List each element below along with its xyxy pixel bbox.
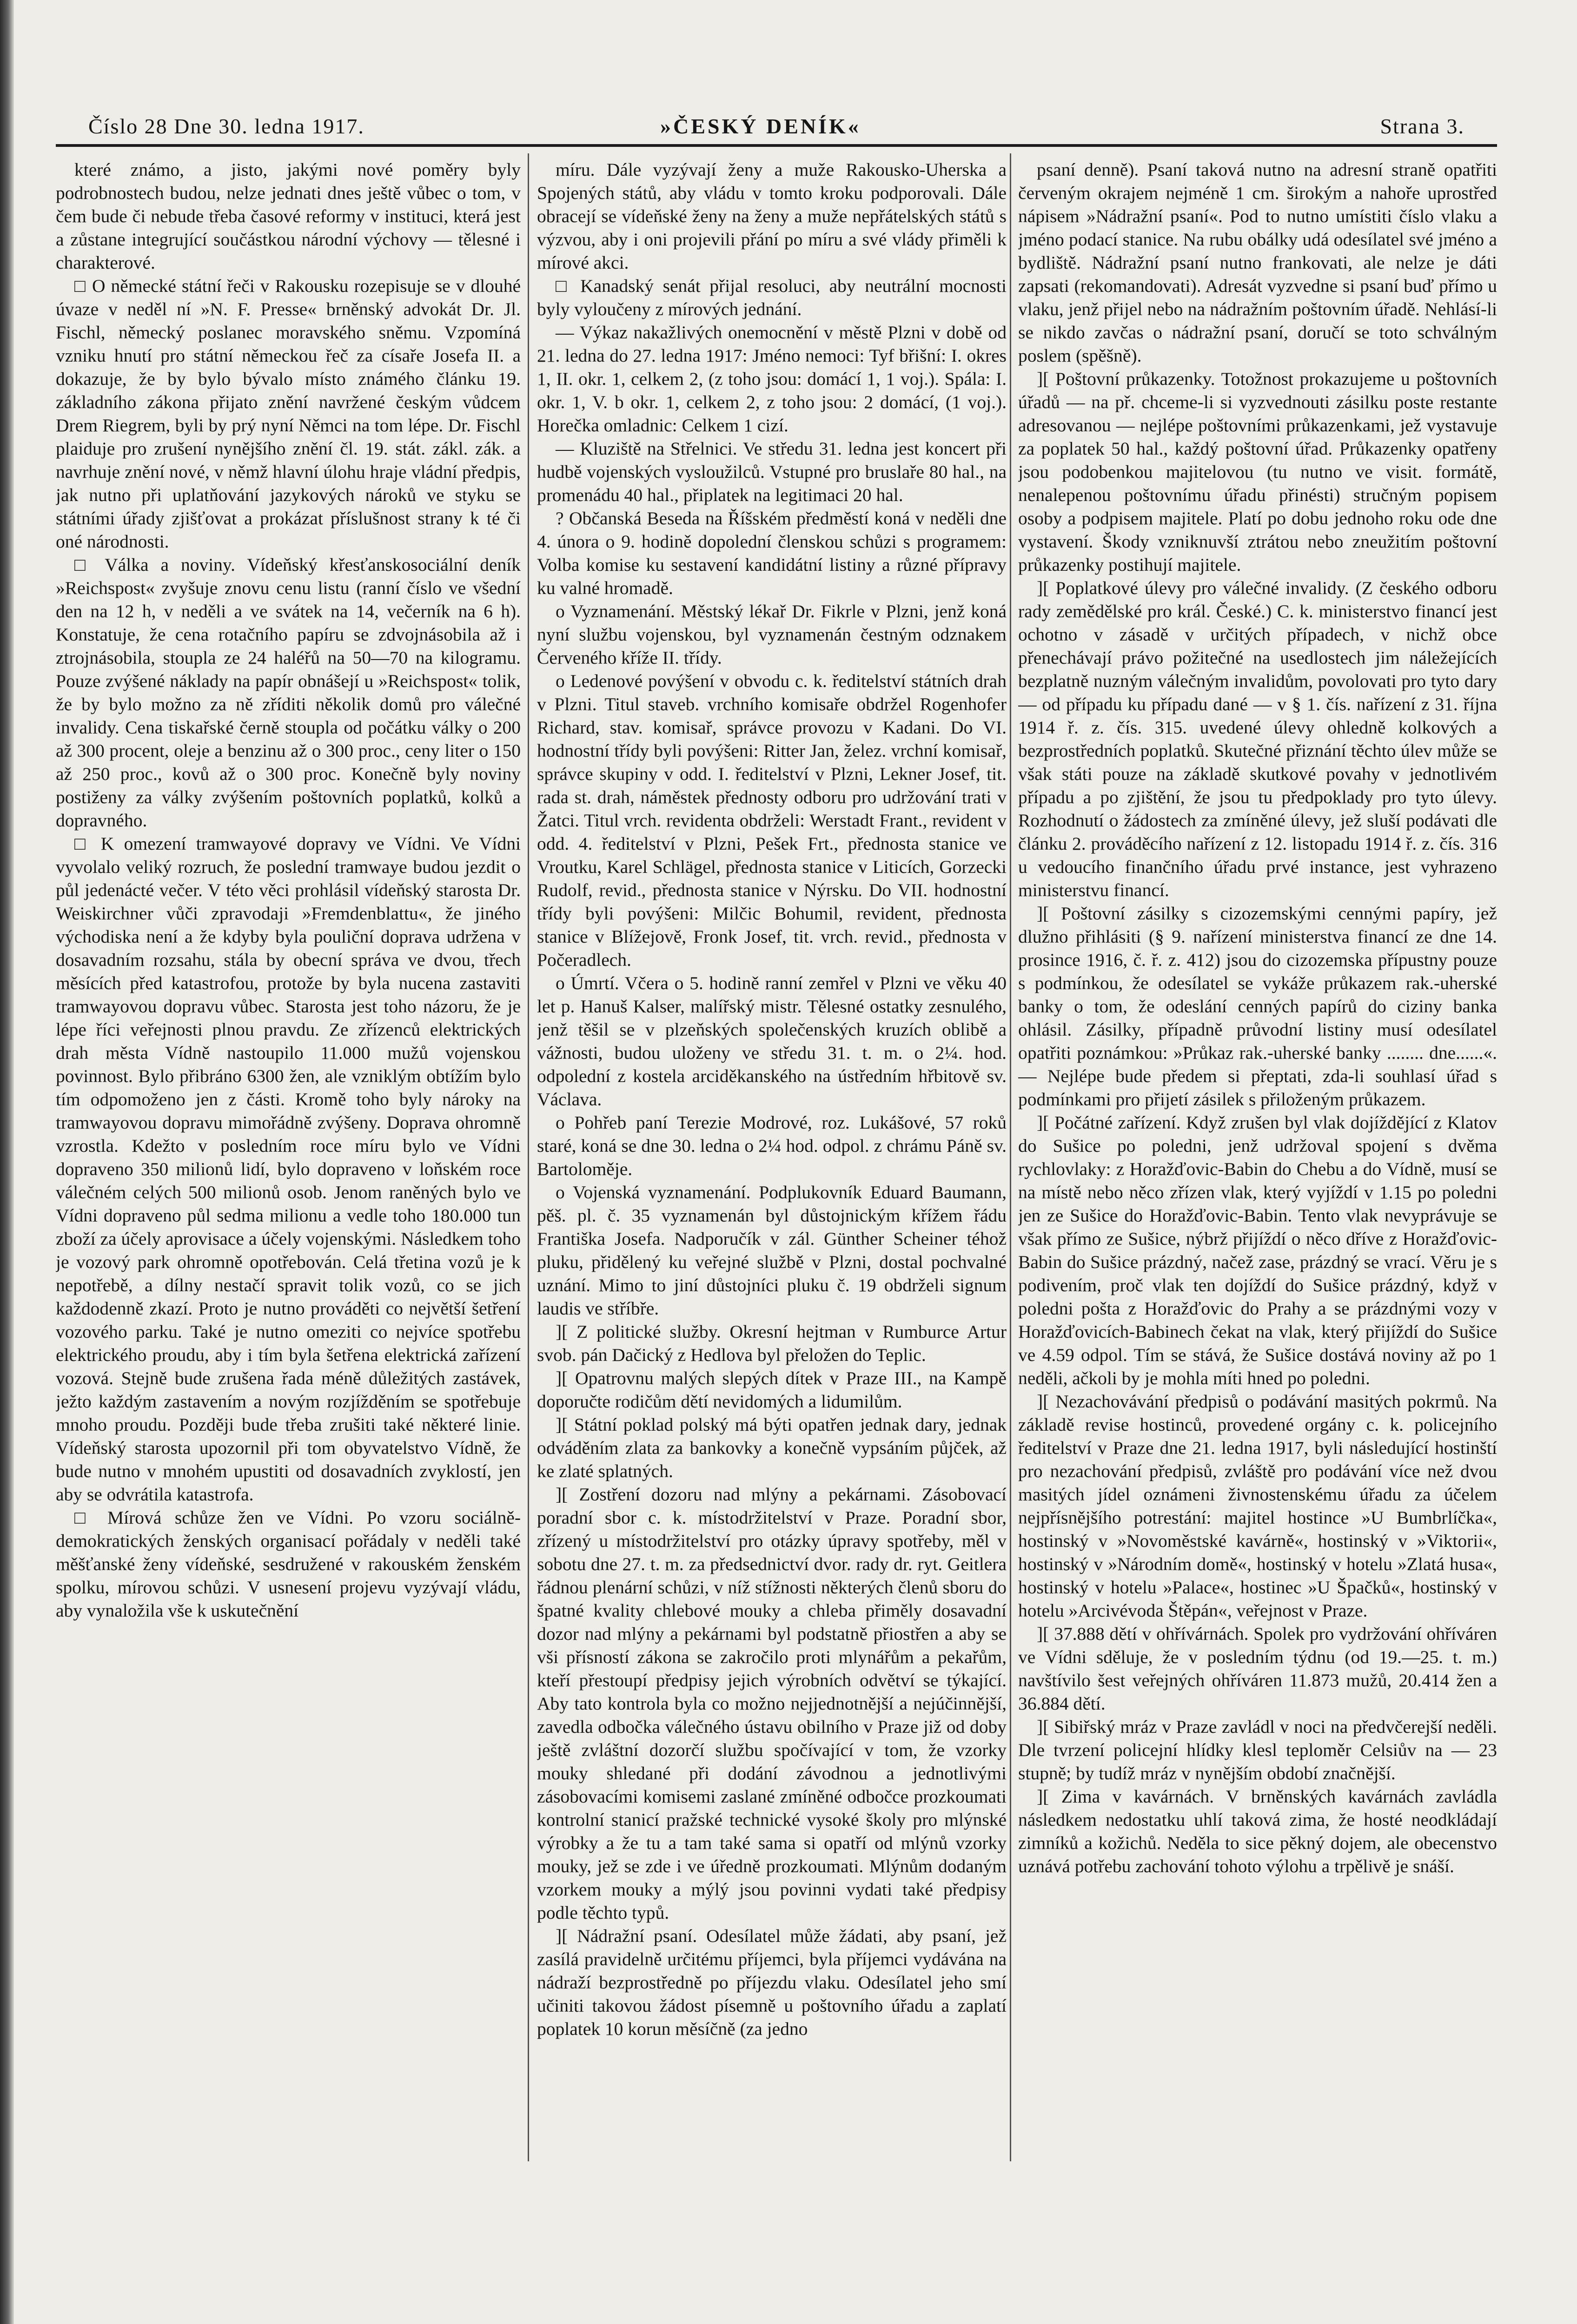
column-divider [1010, 153, 1011, 2161]
binding-edge [0, 0, 14, 2324]
article-paragraph: o Ledenové povýšení v obvodu c. k. ředitelství státních drah v Plzni. Titul staveb. vrchního komisaře obdržel Rogenhofer Richard, stav. komisař, správce provozu v Kadani. Do VI. hodnostní třídy byli povýšeni: Ritter Jan, želez. vrchní komisař, správce skupiny v odd. I. ředitelství v Plzni, Lekner Josef, tit. rada st. drah, náměstek přednosty odboru pro udržování trati v Žatci. Titul vrch. revidenta obdrželi: Werstadt Frant., revident v odd. 4. ředitelství v Plzni, Pešek Frt., přednosta stanice ve Vroutku, Karel Schlägel, přednosta stanice v Liticích, Gorzecki Rudolf, revid., přednosta stanice v Nýrsku. Do VII. hodnostní třídy byli povýšeni: Milčic Bohumil, revident, přednosta stanice v Blížejově, Fronk Josef, tit. vrch. revid., přednosta v Počeradlech. [537, 671, 1007, 970]
article-paragraph: □ Mírová schůze žen ve Vídni. Po vzoru sociálně-demokratických ženských organisací pořádaly v neděli také měšťanské ženy vídeňské, sesdružené v rakouském ženském spolku, mírovou schůzi. V usnesení projevu vyzývají vládu, aby vynaložila vše k uskutečnění [56, 1507, 521, 1621]
article-paragraph: ][ Poštovní zásilky s cizozemskými cennými papíry, jež dlužno přihlásiti (§ 9. nařízení ministerstva financí ze dne 14. prosince 1916, č. ř. z. 412) jsou do cizozemska přípustny pouze s podmínkou, že odesílatel se vykáže průkazem rak.-uherské banky o tom, že odeslání cenných papírů do ciziny banka ohlásil. Zásilky, případně průvodní listiny musí odesílatel opatřiti poznámkou: »Průkaz rak.-uherské banky ........ dne......«. — Nejlépe bude předem si přeptati, zda-li souhlasí úřad s podmínkami pro přijetí zásilek s přiloženým průkazem. [1018, 903, 1497, 1109]
article-paragraph: □ K omezení tramwayové dopravy ve Vídni. Ve Vídni vyvolalo veliký rozruch, že poslední tramwaye budou jezdit o půl jedenácté večer. V této věci prohlásil vídeňský starosta Dr. Weiskirchner vůči zpravodaji »Fremdenblattu«, že jiného východiska není a že kdyby byla pouliční doprava udržena v dosavadním rozsahu, stála by obecní správa ve dvou, třech měsících před katastrofou, protože by byla nucena zastaviti tramwayovou dopravu vůbec. Starosta jest toho názoru, že je lépe říci veřejnosti plnou pravdu. Ze zřízenců elektrických drah města Vídně nastoupilo 11.000 mužů vojenskou povinnost. Bylo přibráno 6300 žen, ale vzniklým obtížím bylo tím odpomoženo jen z části. Kromě toho byly nároky na tramwayovou dopravu mimořádně zvýšeny. Doprava ohromně vzrostla. Kdežto v posledním roce míru bylo ve Vídni dopraveno 350 milionů lidí, bylo dopraveno v loňském roce válečném celých 500 milionů osob. Jenom raněných bylo ve Vídni dopraveno půl sedma milionu a vedle toho 180.000 tun zboží za účely aprovisace a účely vojenskými. Následkem toho je vozový park ohromně opotřebován. Celá třetina vozů je k nepotřebě, a dílny nestačí spravit tolik vozů, co se jich každodenně zkazí. Proto je nutno prováděti co největší šetření vozového parku. Také je nutno omeziti co nejvíce spotřebu elektrického proudu, aby i tím byla šetřena elektrická zařízení vozová. Stejně bude zrušena řada méně důležitých zastávek, ježto každým zastavením a novým rozjížděním se spotřebuje mnoho proudu. Později bude třeba zrušiti také některé linie. Vídeňský starosta upozornil při tom obyvatelstvo Vídně, že bude nutno v mnohém upustiti od dosavadních zvyklostí, jen aby se odvrátila katastrofa. [56, 833, 521, 1505]
article-paragraph: ][ Státní poklad polský má býti opatřen jednak dary, jednak odváděním zlata za bankovky a konečně vypsáním půjček, až ke zlaté splatných. [537, 1414, 1007, 1481]
article-paragraph: — Kluziště na Střelnici. Ve středu 31. ledna jest koncert při hudbě vojenských vysloužilců. Vstupné pro bruslaře 80 hal., na promenádu 40 hal., připlatek na legitimaci 20 hal. [537, 438, 1007, 505]
article-paragraph: ][ Sibiřský mráz v Praze zavládl v noci na předvčerejší neděli. Dle tvrzení policejní hlídky klesl teploměr Celsiův na — 23 stupně; by tudíž mráz v nynějším období značnější. [1018, 1717, 1497, 1783]
header-rule [56, 144, 1497, 147]
article-paragraph: ][ Z politické služby. Okresní hejtman v Rumburce Artur svob. pán Dačický z Hedlova byl přeložen do Teplic. [537, 1321, 1007, 1365]
column-1 [56, 158, 521, 2157]
article-paragraph: ][ Poplatkové úlevy pro válečné invalidy. (Z českého odboru rady zemědělské pro král. České.) C. k. ministerstvo financí jest ochotno v zásadě v určitých případech, v nichž obce přenechávají právo požitečné na usedlostech jim náležejících bezplatně nuzným válečným invalidům, povolovati pro tyto dary — od případu ku případu dané — v § 1. čís. nařízení z 31. října 1914 ř. z. čís. 315. uvedené úlevy ohledně kolkových a bezprostředních poplatků. Skutečné přiznání těchto úlev může se však státi pouze na základě skutkové povahy v jednotlivém případu a po zjištění, že jsou tu předpoklady pro tyto úlevy. Rozhodnutí o žádostech za zmíněné úlevy, jež sluší podávati dle článku 2. prováděcího nařízení z 12. listopadu 1914 ř. z. čís. 316 u vedoucího finančního úřadu prvé instance, jest vyhrazeno ministerstvu financí. [1018, 578, 1497, 900]
article-paragraph: ? Občanská Beseda na Říšském předměstí koná v neděli dne 4. února o 9. hodině dopolední členskou schůzi s programem: Volba komise ku sestavení kandidátní listiny a různé přípravy ku valné hromadě. [537, 508, 1007, 598]
masthead-title: »ČESKÝ DENÍK« [660, 114, 861, 138]
article-paragraph: míru. Dále vyzývají ženy a muže Rakousko-Uherska a Spojených států, aby vládu v tomto kroku podporovali. Dále obracejí se vídeňské ženy na ženy a muže nepřátelských států s výzvou, aby i oni projevili přání po míru a své vlády přiměli k mírové akci. [537, 159, 1007, 273]
article-paragraph: ][ Zostření dozoru nad mlýny a pekárnami. Zásobovací poradní sbor c. k. místodržitelství v Praze. Poradní sbor, zřízený u místodržitelství pro otázky úpravy spotřeby, měl v sobotu dne 27. t. m. za předsednictví dvor. rady dr. ryt. Geitlera řádnou plenární schůzi, v níž stížnosti některých členů sboru do špatné kvality chlebové mouky a chleba přiměly dosavadní dozor nad mlýny a pekárnami byl podstatně přiostřen a aby se vši přísností zákona se zakročilo proti mlynářům a pekařům, kteří přestoupí předpisy jejich výrobních odvětví se týkající. Aby tato kontrola byla co možno nejjednotnější a nejúčinnější, zavedla odbočka válečného ústavu obilního v Praze již od doby ještě zvláštní dozorčí službu spočívající v tom, že vzorky mouky shledané při dodání závodnou a jednotlivými zásobovacími komisemi zaslané zmíněné odbočce prozkoumati kontrolní stanicí pražské technické vysoké školy pro mlýnské výrobky a že tu a tam také sama si opatří od mlýnů vzorky mouky, jež se zde i ve úředně prozkoumati. Mlýnům dodaným vzorkem mouky a mýlý jsou povinni vydati také předpisy podle těchto typů. [537, 1484, 1007, 1923]
article-paragraph: o Úmrtí. Včera o 5. hodině ranní zemřel v Plzni ve věku 40 let p. Hanuš Kalser, malířský mistr. Tělesné ostatky zesnulého, jenž těšil se v plzeňských společenských kruzích oblibě a vážnosti, budou uloženy ve středu 31. t. m. o 2¼. hod. odpolední z kostela arciděkanského na ústředním hřbitově sv. Václava. [537, 973, 1007, 1109]
column-divider [528, 153, 529, 2161]
column-3 [1018, 158, 1497, 2157]
article-paragraph: ][ Počátné zařízení. Když zrušen byl vlak dojíždějící z Klatov do Sušice po poledni, jenž udržoval spojení s dvěma rychlovlaky: z Horažďovic-Babin do Chebu a do Vídně, musí se na místě nebo něco zřízen vlak, který vyjíždí v 1.15 po poledni jen ze Sušice do Horažďovic-Babin. Tento vlak nevyprávuje se však přímo ze Sušice, nýbrž přijíždí o něco dříve z Horažďovic-Babin do Sušice prázdný, načež zase, prázdný se vrací. Věru je s podivením, proč vlak ten dojíždí do Sušice prázdný, když v poledni pošta z Horažďovic do Prahy a se prázdnými vozy v Horažďovicích-Babinech čekat na vlak, který přijíždí do Sušice ve 4.59 odpol. Tím se stává, že Sušice dostává noviny až po 1 neděli, ačkoli by je mohla míti hned po poledni. [1018, 1112, 1497, 1388]
article-paragraph: ][ Poštovní průkazenky. Totožnost prokazujeme u poštovních úřadů — na př. chceme-li si vyzvednouti zásilku poste restante adresovanou — nejlépe poštovními průkazenkami, jež vystavuje za poplatek 50 hal., každý poštovní úřad. Průkazenky opatřeny jsou podobenkou majitelovou (tu nutno ve visit. formátě, nenalepenou poštovnímu úřadu přinésti) stručným popisem osoby a podpisem majitele. Platí po dobu jednoho roku ode dne vystavení. Škody vzniknuvší ztrátou nebo zneužitím poštovní průkazenky postihují majitele. [1018, 369, 1497, 575]
article-paragraph: o Pohřeb paní Terezie Modrové, roz. Lukášové, 57 roků staré, koná se dne 30. ledna o 2¼ hod. odpol. z chrámu Páně sv. Bartoloměje. [537, 1112, 1007, 1179]
article-paragraph: které známo, a jisto, jakými nové poměry byly podrobnostech budou, nelze jednati dnes ještě vůbec o tom, v čem bude či nebude třeba časové reformy v instituci, která jest a zůstane integrující součástkou národní výchovy — tělesné i charakterové. [56, 159, 521, 273]
article-paragraph: □ Válka a noviny. Vídeňský křesťanskosociální deník »Reichspost« zvyšuje znovu cenu listu (ranní číslo ve všední den na 12 h, v neděli a ve svátek na 14, večerník na 6 h). Konstatuje, že cena rotačního papíru se zdvojnásobila až i ztrojnásobila, stoupla ze 24 haléřů na 50—70 na kilogramu. Pouze zvýšené náklady na papír obnášejí u »Reichspost« tolik, že by bylo možno za ně zříditi několik domů pro válečné invalidy. Cena tiskařské černě stoupla od počátku války o 200 až 300 procent, oleje a benzinu až o 300 proc., ceny liter o 150 až 250 proc., kovů až o 300 proc. Konečně byly noviny postiženy za války zvýšením poštovních poplatků, kolků a dopravného. [56, 555, 521, 831]
article-paragraph: ][ Opatrovnu malých slepých dítek v Praze III., na Kampě doporučte rodičům dětí nevidomých a lidumilům. [537, 1368, 1007, 1412]
article-paragraph: □ Kanadský senát přijal resoluci, aby neutrální mocnosti byly vyloučeny z mírových jednání. [537, 276, 1007, 319]
article-paragraph: ][ Zima v kavárnách. V brněnských kavárnách zavládla následkem nedostatku uhlí taková zima, že hosté neodkládají zimníků a kožichů. Neděla to sice pěkný dojem, ale obecenstvo uznává potřebu zachování tohoto výlohu a trpělivě je snáší. [1018, 1786, 1497, 1876]
article-paragraph: ][ Nádražní psaní. Odesílatel může žádati, aby psaní, jež zasílá pravidelně určitému příjemci, byla příjemci vydávána na nádraží bezprostředně po příjezdu vlaku. Odesílatel jeho smí učiniti takovou žádost písemně u poštovního úřadu a zaplatí poplatek 10 korun měsíčně (za jedno [537, 1926, 1007, 2039]
article-paragraph: o Vojenská vyznamenání. Podplukovník Eduard Baumann, pěš. pl. č. 35 vyznamenán byl důstojnickým křížem řádu Františka Josefa. Nadporučík v zál. Günther Scheiner téhož pluku, přidělený ku veřejné službě v Plzni, dostal pochvalné uznání. Mimo to jiní důstojníci pluku č. 19 obdrželi signum laudis ve stříbře. [537, 1182, 1007, 1319]
issue-info: Číslo 28 Dne 30. ledna 1917. [88, 114, 364, 138]
article-paragraph: — Výkaz nakažlivých onemocnění v městě Plzni v době od 21. ledna do 27. ledna 1917: Jméno nemoci: Tyf břišní: I. okres 1, II. okr. 1, celkem 2, (z toho jsou: domácí 1, 1 voj.). Spála: I. okr. 1, V. b okr. 1, celkem 2, z toho jsou: 2 domácí, (1 voj.). Horečka omladnic: Celkem 1 cizí. [537, 322, 1007, 436]
column-2 [537, 158, 1007, 2157]
article-paragraph: □ O německé státní řeči v Rakousku rozepisuje se v dlouhé úvaze v neděl ní »N. F. Presse« brněnský advokát Dr. Jl. Fischl, německý poslanec moravského sněmu. Vzpomíná vzniku hnutí pro státní německou řeč za císaře Josefa II. a dokazuje, že by bylo bývalo místo známého článku 19. základního zákona přijato znění navržené českým vůdcem Drem Riegrem, byli by prý nyní Němci na tom lépe. Dr. Fischl plaiduje pro zrušení nynějšího znění čl. 19. stát. zákl. zák. a navrhuje znění nové, v němž hlavní úlohu hraje vládní předpis, jak nutno při uplatňování jazykových nároků ve styku se státními úřady zjišťovat a prokázat příslušnost strany k té či oné národnosti. [56, 276, 521, 552]
page-number: Strana 3. [1380, 114, 1464, 138]
article-paragraph: ][ Nezachovávání předpisů o podávání masitých pokrmů. Na základě revise hostinců, provedené orgány c. k. policejního ředitelství v Praze dne 21. ledna 1917, byli následující hostinští pro nezachování předpisů, zvláště pro podávání více než dvou masitých jídel oznámeni živnostenskému úřadu za účelem nejpřísnějšího potrestání: majitel hostince »U Bumbrlíčka«, hostinský v »Novoměstské kavárně«, hostinský v »Viktorii«, hostinský v »Národním domě«, hostinský v hotelu »Zlatá husa«, hostinský v hotelu »Palace«, hostinec »U Špačků«, hostinský v hotelu »Arcivévoda Štěpán«, veřejnost v Praze. [1018, 1391, 1497, 1621]
page-header [88, 105, 1464, 142]
article-paragraph: psaní denně). Psaní taková nutno na adresní straně opatřiti červeným okrajem nejméně 1 cm. širokým a nahoře uprostřed nápisem »Nádražní psaní«. Pod to nutno umístiti číslo vlaku a jméno podací stanice. Na rubu obálky udá odesílatel své jméno a bydliště. Nádražní psaní nutno frankovati, ale nelze je dáti zapsati (rekomandovati). Adresát vyzvedne si psaní buď přímo u vlaku, jenž přijel nebo na nádražním poštovním úřadě. Nehlásí-li se nikdo zavčas o nádražní psaní, doručí se toto schválným poslem (spěšně). [1018, 159, 1497, 366]
article-paragraph: ][ 37.888 dětí v ohřívárnách. Spolek pro vydržování ohříváren ve Vídni sděluje, že v posledním týdnu (od 19.—25. t. m.) navštívilo šest veřejných ohříváren 11.873 mužů, 20.414 žen a 36.884 dětí. [1018, 1624, 1497, 1714]
article-paragraph: o Vyznamenání. Městský lékař Dr. Fikrle v Plzni, jenž koná nyní službu vojenskou, byl vyznamenán čestným odznakem Červeného kříže II. třídy. [537, 601, 1007, 668]
